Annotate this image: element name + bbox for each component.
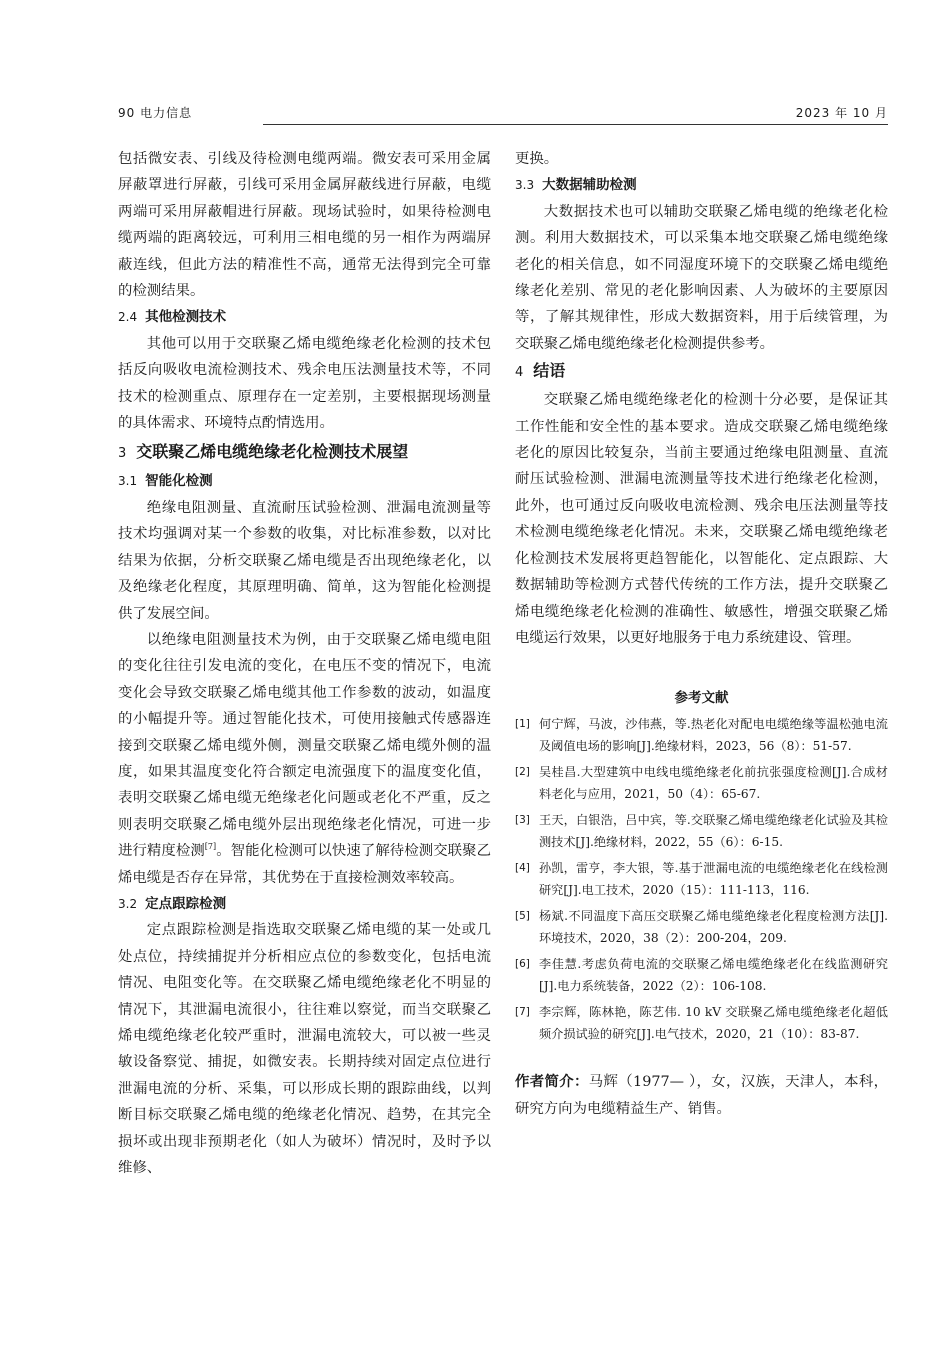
paragraph-3-1-a: 绝缘电阻测量、直流耐压试验检测、泄漏电流测量等技术均强调对某一个参数的收集，对比标准参数，以对比结果为依据，分析交联聚乙烯电缆是否出现绝缘老化，以及绝缘老化程度，其原理明确、简单，这为智能化检测提供了发展空间。 <box>118 499 491 622</box>
reference-number: [2] <box>515 766 530 779</box>
section-title: 定点跟踪检测 <box>145 895 227 912</box>
paragraph-conclusion: 交联聚乙烯电缆绝缘老化的检测十分必要，是保证其工作性能和安全性的基本要求。造成交联聚乙烯电缆绝缘老化的原因比较复杂，当前主要通过绝缘电阻测量、直流耐压试验检测、泄漏电流测量等技术进行绝缘老化检测，此外，也可通过反向吸收电流检测、残余电压法测量等技术检测电缆绝缘老化情况。未来，交联聚乙烯电缆绝缘老化检测技术发展将更趋智能化，以智能化、定点跟踪、大数据辅助等检测方式替代传统的工作方法，提升交联聚乙烯电缆绝缘老化检测的准确性、敏感性，增强交联聚乙烯电缆运行效果，以更好地服务于电力系统建设、管理。 <box>515 392 888 646</box>
reference-item <box>515 857 888 901</box>
reference-text: 王天，白银浩，吕中宾，等.交联聚乙烯电缆绝缘老化试验及其检测技术[J].绝缘材料，2022，55（6）：6-15. <box>539 813 888 850</box>
reference-number: [7] <box>515 1006 530 1019</box>
reference-item <box>515 905 888 949</box>
reference-number: [6] <box>515 958 530 971</box>
paragraph-2-4: 其他可以用于交联聚乙烯电缆绝缘老化检测的技术包括反向吸收电流检测技术、残余电压法测量技术等，不同技术的检测重点、原理存在一定差别，主要根据现场测量的具体需求、环境特点酌情选用。 <box>118 335 491 432</box>
paragraph-text: 。智能化检测可以快速了解待检测交联聚乙烯电缆是否存在异常，其优势在于直接检测效率较高。 <box>118 843 491 886</box>
section-4-heading <box>515 357 888 387</box>
section-title: 其他检测技术 <box>145 309 227 326</box>
section-title: 交联聚乙烯电缆绝缘老化检测技术展望 <box>136 442 409 462</box>
reference-item <box>515 761 888 805</box>
section-number: 2.4 <box>118 310 138 325</box>
page-header <box>118 104 888 126</box>
paragraph-continued: 更换。 <box>515 151 559 167</box>
author-bio-text: 马辉（1977— ），女，汉族，天津人，本科，研究方向为电缆精益生产、销售。 <box>515 1074 888 1117</box>
reference-text: 李佳慧.考虑负荷电流的交联聚乙烯电缆绝缘老化在线监测研究[J].电力系统装备，2022（2）：106-108. <box>539 957 888 994</box>
reference-text: 吴桂昌.大型建筑中电线电缆绝缘老化前抗张强度检测[J].合成材料老化与应用，2021，50（4）：65-67. <box>539 765 888 802</box>
reference-number: [3] <box>515 814 530 827</box>
section-number: 4 <box>515 365 524 381</box>
header-page-journal: 90 电力信息 <box>118 106 193 120</box>
section-2-4-heading <box>118 304 491 330</box>
citation-mark: [7] <box>204 842 217 852</box>
reference-text: 李宗辉，陈林艳，陈艺伟. 10 kV 交联聚乙烯电缆绝缘老化超低频介损试验的研究[J].电气技术，2020，21（10）：83-87. <box>539 1005 888 1042</box>
section-number: 3.2 <box>118 896 138 911</box>
paragraph-intro: 包括微安表、引线及待检测电缆两端。微安表可采用金属屏蔽罩进行屏蔽，引线可采用金属屏蔽线进行屏蔽，电缆两端可采用屏蔽帽进行屏蔽。现场试验时，如果待检测电缆两端的距离较远，可利用三相电缆的另一相作为两端屏蔽连线，但此方法的精准性不高，通常无法得到完全可靠的检测结果。 <box>118 151 491 300</box>
header-issue-date: 2023 年 10 月 <box>795 106 888 120</box>
section-number: 3 <box>118 446 127 462</box>
reference-item <box>515 809 888 853</box>
section-number: 3.3 <box>515 178 535 193</box>
section-3-1-heading <box>118 468 491 494</box>
author-bio <box>515 1069 888 1122</box>
paragraph-3-1-b <box>118 627 491 891</box>
reference-number: [4] <box>515 862 530 875</box>
author-bio-label: 作者简介： <box>515 1074 589 1091</box>
reference-item <box>515 1001 888 1045</box>
references-list <box>515 713 888 1045</box>
reference-text: 何宁辉，马波，沙伟燕，等.热老化对配电电缆绝缘等温松弛电流及阈值电场的影响[J].绝缘材料，2023，56（8）：51-57. <box>539 717 888 754</box>
section-3-2-heading <box>118 891 491 917</box>
section-3-3-heading <box>515 172 888 198</box>
paragraph-3-3: 大数据技术也可以辅助交联聚乙烯电缆的绝缘老化检测。利用大数据技术，可以采集本地交联聚乙烯电缆绝缘老化的相关信息，如不同湿度环境下的交联聚乙烯电缆绝缘老化差别、常见的老化影响因素、人为破坏的主要原因等，了解其规律性，形成大数据资料，用于后续管理，为交联聚乙烯电缆绝缘老化检测提供参考。 <box>515 203 888 352</box>
section-title: 智能化检测 <box>145 473 213 490</box>
reference-text: 孙凯，雷亨，李大银，等.基于泄漏电流的电缆绝缘老化在线检测研究[J].电工技术，2020（15）：111-113，116. <box>539 861 888 898</box>
section-title: 大数据辅助检测 <box>542 177 637 194</box>
section-3-heading <box>118 438 491 468</box>
references-heading: 参考文献 <box>674 690 729 707</box>
section-title: 结语 <box>533 361 566 381</box>
reference-text: 杨斌.不同温度下高压交联聚乙烯电缆绝缘老化程度检测方法[J].环境技术，2020，38（2）：200-204，209. <box>539 909 888 946</box>
reference-item <box>515 953 888 997</box>
paragraph-3-2: 定点跟踪检测是指选取交联聚乙烯电缆的某一处或几处点位，持续捕捉并分析相应点位的参数变化，包括电流情况、电阻变化等。在交联聚乙烯电缆绝缘老化不明显的情况下，其泄漏电流很小，往往难以察觉，而当交联聚乙烯电缆绝缘老化较严重时，泄漏电流较大，可以被一些灵敏设备察觉、捕捉，如微安表。长期持续对固定点位进行泄漏电流的分析、采集，可以形成长期的跟踪曲线，以判断目标交联聚乙烯电缆的绝缘老化情况、趋势，在其完全损坏或出现非预期老化（如人为破坏）情况时，及时予以维修、 <box>118 922 491 1177</box>
paragraph-text: 以绝缘电阻测量技术为例，由于交联聚乙烯电缆电阻的变化往往引发电流的变化，在电压不变的情况下，电流变化会导致交联聚乙烯电缆其他工作参数的波动，如温度的小幅提升等。通过智能化技术，可使用接触式传感器连接到交联聚乙烯电缆外侧，测量交联聚乙烯电缆外侧的温度，如果其温度变化符合额定电流强度下的温度变化值，表明交联聚乙烯电缆无绝缘老化问题或老化不严重，反之则表明交联聚乙烯电缆外层出现绝缘老化情况，可进一步进行精度检测 <box>118 631 491 860</box>
reference-number: [5] <box>515 910 530 923</box>
reference-number: [1] <box>515 718 530 731</box>
left-column <box>118 146 491 1181</box>
section-number: 3.1 <box>118 474 138 489</box>
right-column <box>515 146 888 1122</box>
header-rule <box>263 124 888 125</box>
reference-item <box>515 713 888 757</box>
